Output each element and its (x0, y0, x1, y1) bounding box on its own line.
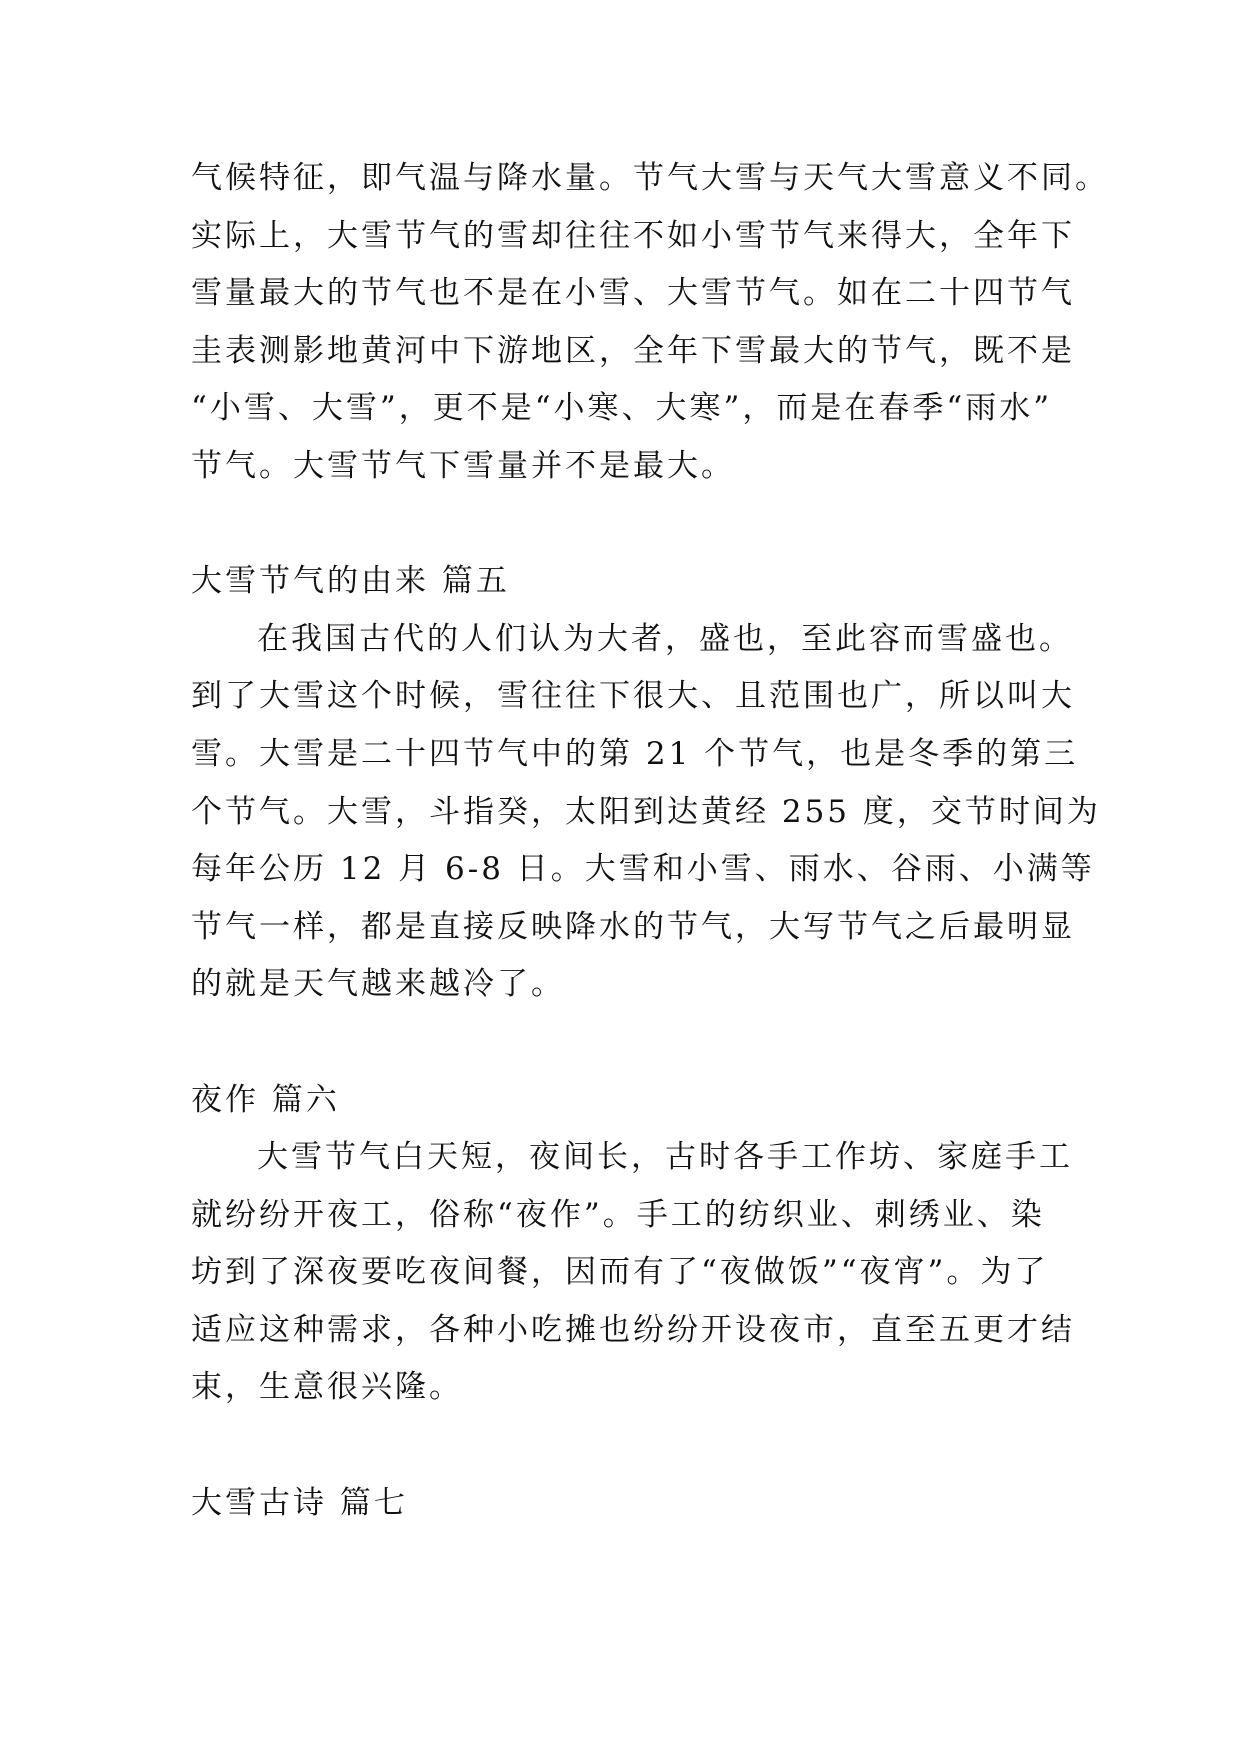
text-line: 节气一样，都是直接反映降水的节气，大写节气之后最明显 (191, 908, 1075, 945)
text-line: “小雪、大雪”，更不是“小寒、大寒”，而是在春季“雨水” (191, 390, 1053, 427)
blank-line (191, 1417, 1061, 1475)
text-line: 大雪节气白天短，夜间长，古时各手工作坊、家庭手工 (257, 1139, 1073, 1176)
text-line: 束，生意很兴隆。 (191, 1369, 463, 1406)
paragraph-intro (191, 150, 1109, 496)
section-heading-6: 夜作 篇六 (191, 1081, 340, 1118)
text-line: 适应这种需求，各种小吃摊也纷纷开设夜市，直至五更才结 (191, 1311, 1075, 1348)
document-body (191, 150, 1109, 1532)
text-line: 就纷纷开夜工，俗称“夜作”。手工的纺织业、刺绣业、染 (191, 1196, 1045, 1233)
section-heading-7: 大雪古诗 篇七 (191, 1484, 408, 1521)
blank-line (191, 1014, 1061, 1072)
text-line: 圭表测影地黄河中下游地区，全年下雪最大的节气，既不是 (191, 332, 1075, 369)
text-line: 坊到了深夜要吃夜间餐，因而有了“夜做饭”“夜宵”。为了 (191, 1254, 1049, 1291)
text-line: 实际上，大雪节气的雪却往往不如小雪节气来得大，全年下 (191, 217, 1075, 254)
text-line: 雪。大雪是二十四节气中的第 21 个节气，也是冬季的第三 (191, 735, 1079, 772)
text-line: 个节气。大雪，斗指癸，太阳到达黄经 255 度，交节时间为 (191, 793, 1101, 830)
text-line: 在我国古代的人们认为大者，盛也，至此容而雪盛也。 (257, 620, 1073, 657)
text-line: 雪量最大的节气也不是在小雪、大雪节气。如在二十四节气 (191, 275, 1075, 312)
text-line: 到了大雪这个时候，雪往往下很大、且范围也广，所以叫大 (191, 678, 1075, 715)
text-line: 的就是天气越来越冷了。 (191, 966, 565, 1003)
text-line: 每年公历 12 月 6-8 日。大雪和小雪、雨水、谷雨、小满等 (191, 851, 1095, 888)
text-line: 气候特征，即气温与降水量。节气大雪与天气大雪意义不同。 (191, 160, 1109, 196)
paragraph-section-5 (191, 611, 1101, 1014)
section-heading-5: 大雪节气的由来 篇五 (191, 563, 510, 600)
text-line: 节气。大雪节气下雪量并不是最大。 (191, 447, 735, 484)
paragraph-section-6 (191, 1129, 1075, 1417)
blank-line (191, 496, 1061, 554)
